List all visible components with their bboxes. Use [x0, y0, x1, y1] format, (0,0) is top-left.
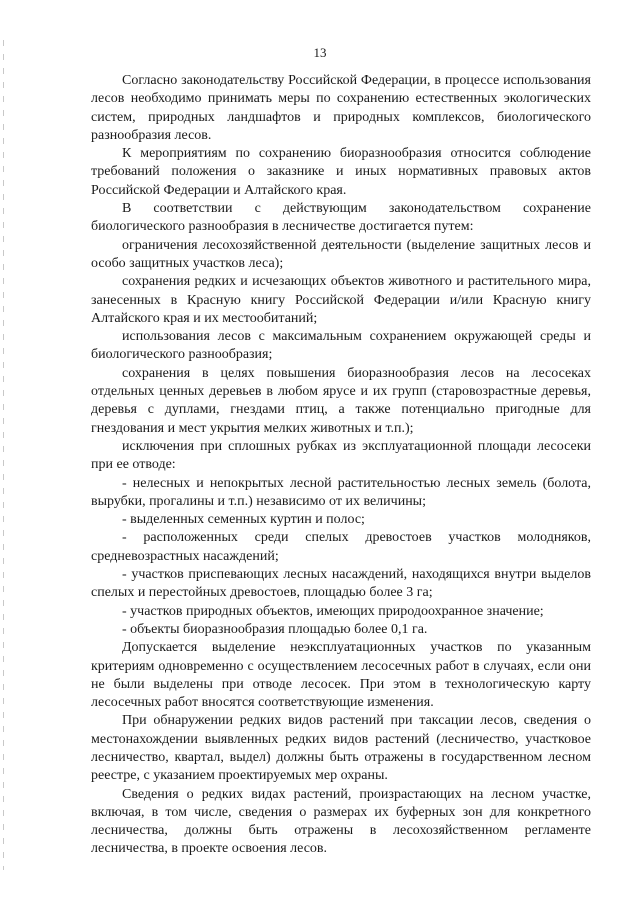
paragraph: В соответствии с действующим законодательством сохранение биологического разнообразия в лесничестве достигается путем: [91, 201, 591, 235]
list-item: сохранения редких и исчезающих объектов животного и растительного мира, занесенных в Красную книгу Российской Федерации и/или Красную книгу Алтайского края и их местообитаний; [91, 274, 591, 326]
paragraph: Согласно законодательству Российской Федерации, в процессе использования лесов необходимо принимать меры по сохранению естественных экологических систем, природных ландшафтов и природных комплексов, биологического разнообразия лесов. [91, 73, 591, 143]
scan-margin-line [3, 40, 4, 870]
paragraph: Сведения о редких видах растений, произрастающих на лесном участке, включая, в том числе, сведения о размерах их буферных зон для конкретного лесничества, должны быть отражены в лесохозяйственном регламенте лесничества, в проекте освоения лесов. [91, 786, 591, 857]
body-text [91, 72, 591, 859]
paragraph: Допускается выделение неэксплуатационных участков по указанным критериям одновременно с осуществлением лесосечных работ в случаях, если они не были выделены при отводе лесосек. При этом в технологическую карту лесосечных работ вносятся соответствующие изменения. [91, 640, 591, 711]
list-item: ограничения лесохозяйственной деятельности (выделение защитных лесов и особо защитных участков леса); [91, 237, 591, 271]
sub-list-item: - нелесных и непокрытых лесной растительностью лесных земель (болота, вырубки, прогалины и т.п.) независимо от их величины; [91, 475, 591, 509]
paragraph: При обнаружении редких видов растений при таксации лесов, сведения о местонахождении выявленных редких видов растений (лесничество, участковое лесничество, квартал, выдел) должны быть отражены в государственном лесном реестре, с указанием проектируемых мер охраны. [91, 713, 591, 784]
list-item: исключения при сплошных рубках из эксплуатационной площади лесосеки при ее отводе: [91, 438, 591, 473]
sub-list-item: - расположенных среди спелых древостоев участков молодняков, средневозрастных насаждений; [91, 530, 591, 564]
sub-list-item: - участков природных объектов, имеющих природоохранное значение; [122, 603, 544, 619]
list-item: использования лесов с максимальным сохранением окружающей среды и биологического разнообразия; [91, 329, 591, 363]
sub-list-item: - объекты биоразнообразия площадью более 0,1 га. [122, 621, 428, 637]
page-number: 13 [313, 45, 327, 60]
sub-list-item: - участков приспевающих лесных насаждений, находящихся внутри выделов спелых и перестойных древостоев, площадью более 3 га; [91, 567, 591, 601]
sub-list-item: - выделенных семенных куртин и полос; [122, 512, 365, 528]
list-item: сохранения в целях повышения биоразнообразия лесов на лесосеках отдельных ценных деревьев в любом ярусе и их групп (старовозрастные деревья, деревья с дуплами, гнездами птиц, а также потенциально пригодные для гнездования и мест укрытия мелких животных и т.п.); [91, 365, 591, 436]
paragraph: К мероприятиям по сохранению биоразнообразия относится соблюдение требований положения о заказнике и иных нормативных правовых актов Российской Федерации и Алтайского края. [91, 146, 591, 198]
